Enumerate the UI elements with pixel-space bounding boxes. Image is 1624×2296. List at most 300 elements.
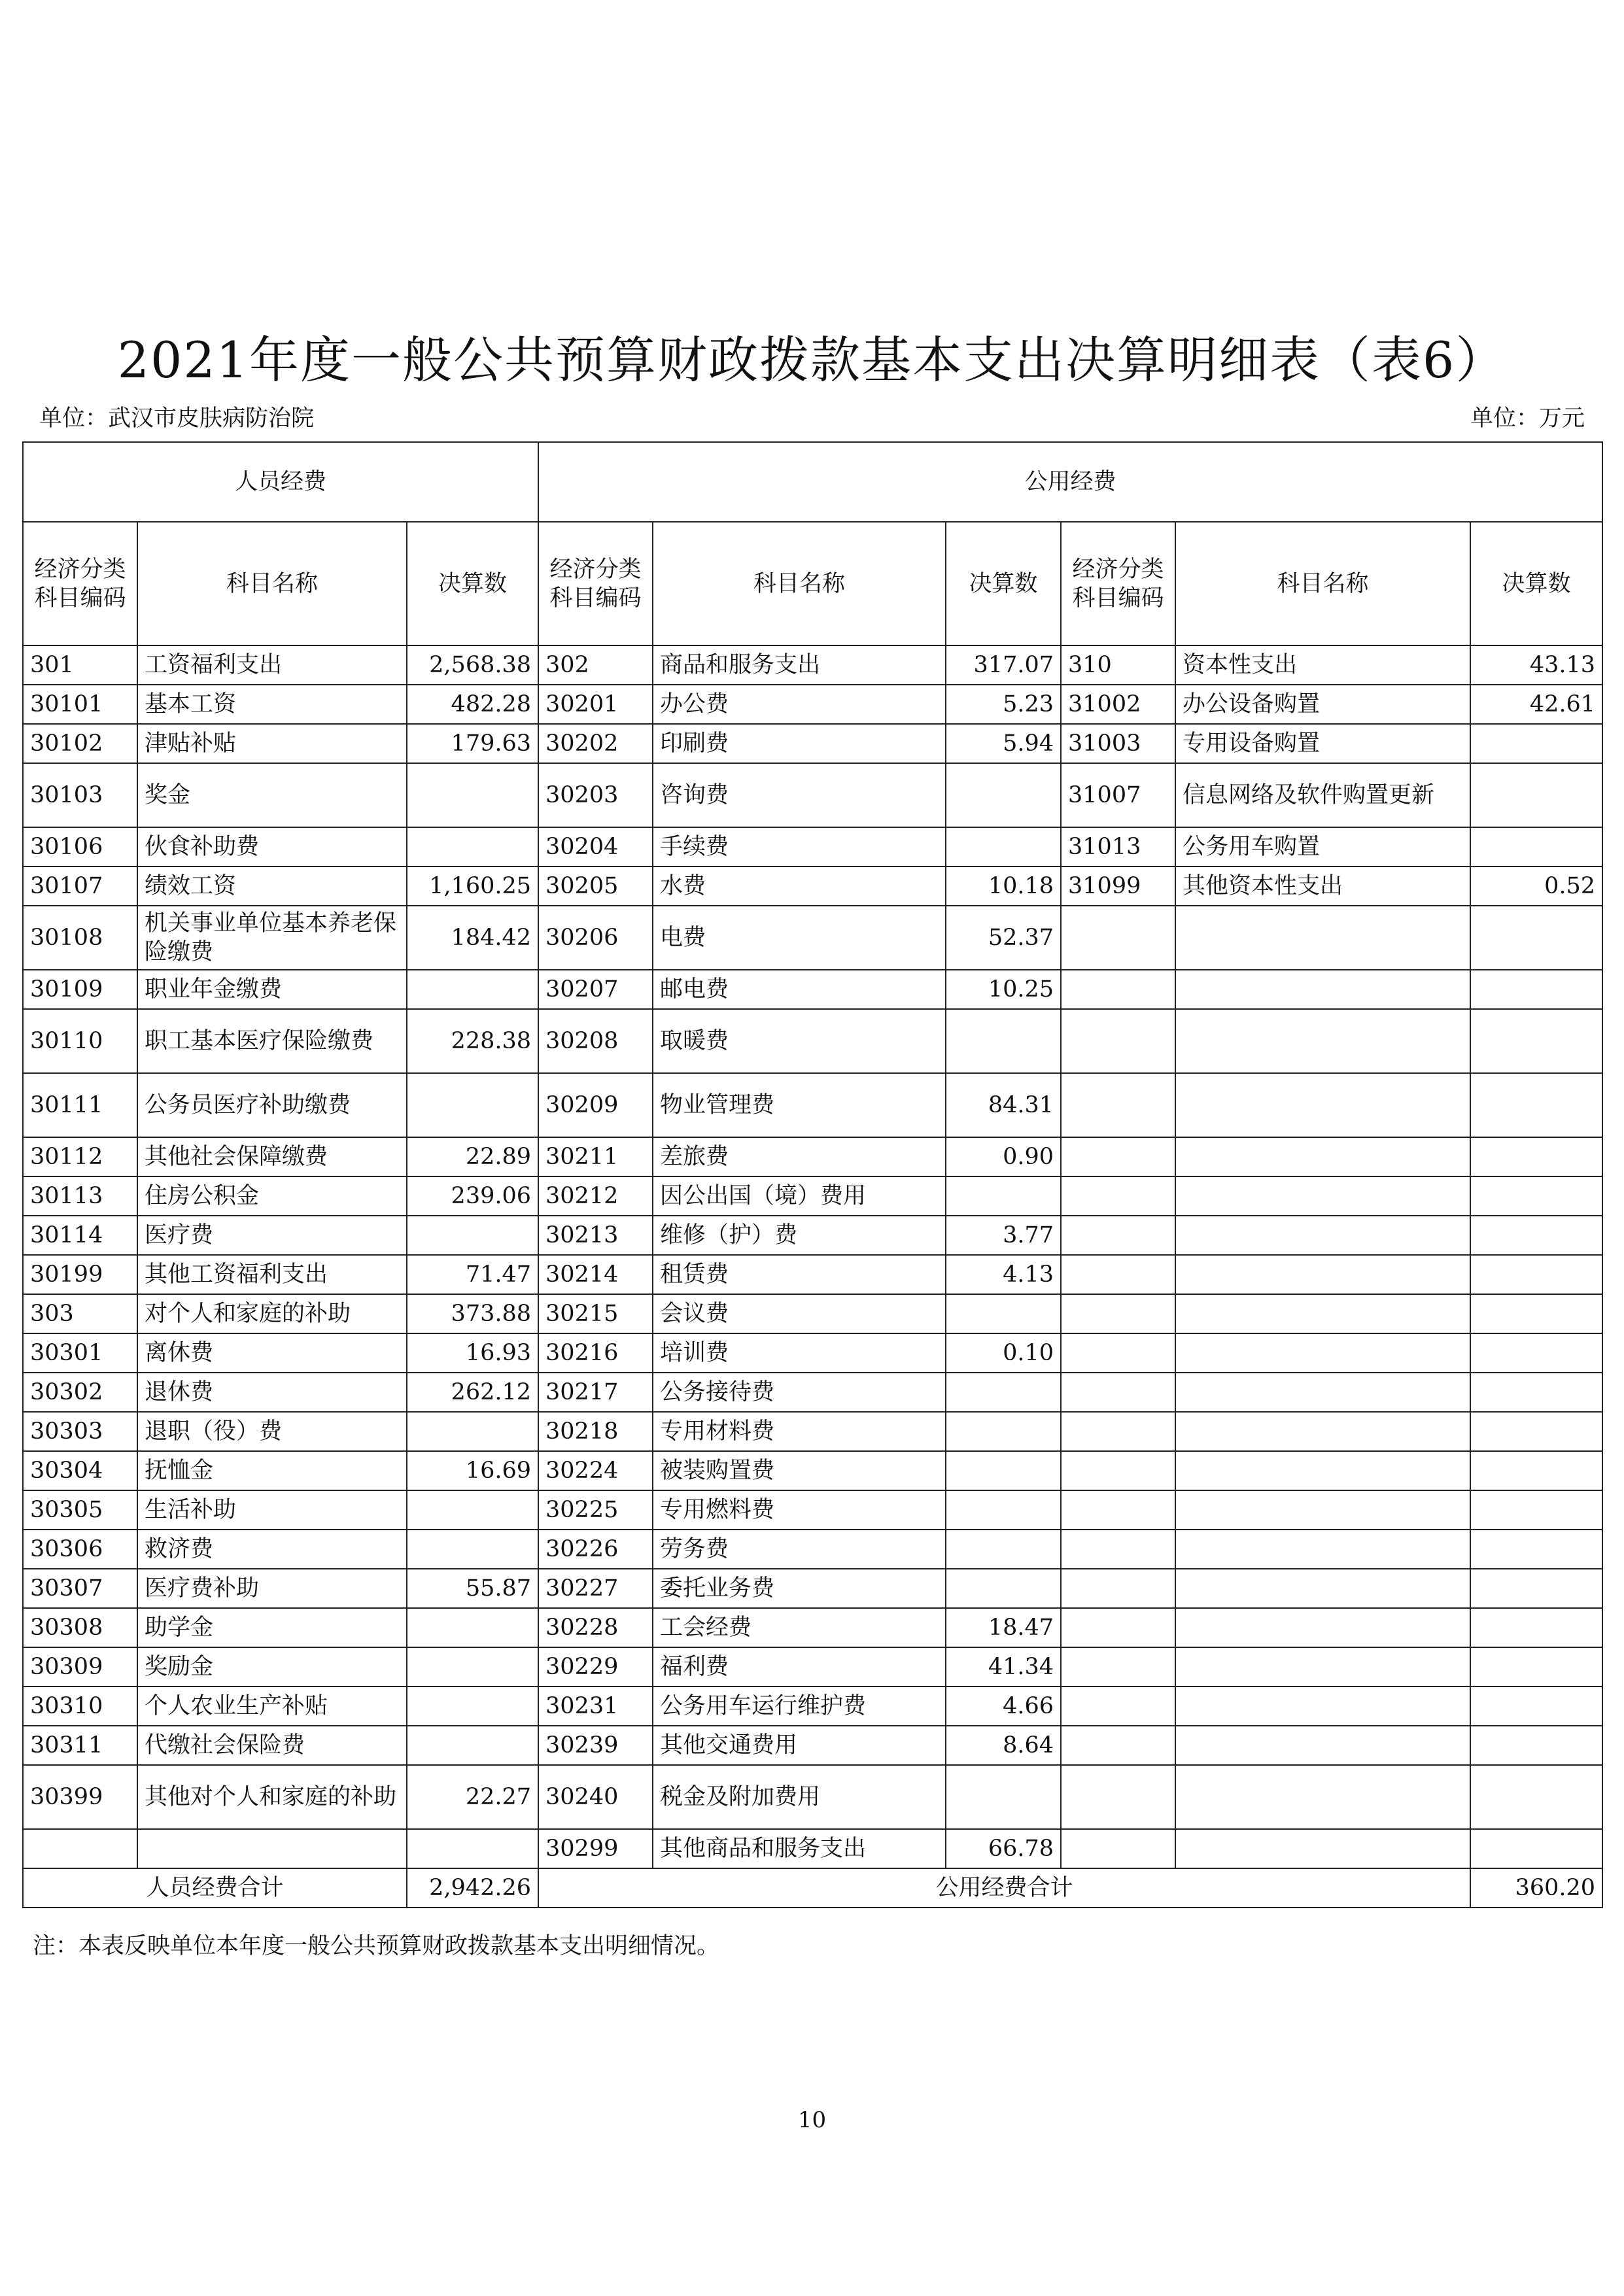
amount-cell (1470, 1333, 1602, 1373)
item-name-cell: 办公费 (653, 685, 946, 724)
amount-cell: 41.34 (946, 1647, 1061, 1687)
code-cell (1061, 1569, 1175, 1608)
code-cell: 30217 (538, 1373, 653, 1412)
item-name-cell (1175, 1608, 1470, 1647)
item-name-cell: 公务用车运行维护费 (653, 1687, 946, 1726)
code-cell: 301 (23, 645, 137, 685)
amount-cell (946, 1451, 1061, 1490)
code-cell: 30206 (538, 906, 653, 970)
item-name-cell: 对个人和家庭的补助 (137, 1294, 407, 1333)
amount-cell: 3.77 (946, 1216, 1061, 1255)
amount-cell: 22.89 (407, 1137, 538, 1176)
amount-cell (1470, 1608, 1602, 1647)
item-name-cell: 机关事业单位基本养老保险缴费 (137, 906, 407, 970)
amount-cell (946, 1412, 1061, 1451)
amount-header: 决算数 (1470, 522, 1602, 645)
code-cell: 30228 (538, 1608, 653, 1647)
amount-cell (946, 1765, 1061, 1829)
code-cell: 30224 (538, 1451, 653, 1490)
code-cell: 30239 (538, 1726, 653, 1765)
code-cell: 30108 (23, 906, 137, 970)
code-cell: 30229 (538, 1647, 653, 1687)
code-cell: 30102 (23, 724, 137, 763)
code-cell: 30106 (23, 827, 137, 866)
code-cell: 30212 (538, 1176, 653, 1216)
item-name-cell: 办公设备购置 (1175, 685, 1470, 724)
amount-cell (407, 970, 538, 1009)
item-name-cell: 工资福利支出 (137, 645, 407, 685)
unit-label: 单位：武汉市皮肤病防治院 (39, 405, 315, 432)
code-cell: 30204 (538, 827, 653, 866)
code-cell: 30205 (538, 866, 653, 906)
amount-cell (1470, 763, 1602, 827)
item-name-cell: 税金及附加费用 (653, 1765, 946, 1829)
amount-cell: 482.28 (407, 685, 538, 724)
amount-cell (1470, 1569, 1602, 1608)
item-name-cell: 离休费 (137, 1333, 407, 1373)
item-name-cell (1175, 1687, 1470, 1726)
item-name-cell: 电费 (653, 906, 946, 970)
item-name-cell: 公务员医疗补助缴费 (137, 1073, 407, 1137)
amount-cell: 1,160.25 (407, 866, 538, 906)
item-name-cell: 委托业务费 (653, 1569, 946, 1608)
code-cell: 30103 (23, 763, 137, 827)
table-row (23, 970, 1602, 1009)
item-name-cell: 个人农业生产补贴 (137, 1687, 407, 1726)
public-total-value: 360.20 (1470, 1868, 1602, 1908)
item-name-cell (1175, 1373, 1470, 1412)
amount-cell: 16.69 (407, 1451, 538, 1490)
code-cell: 30113 (23, 1176, 137, 1216)
table-row (23, 1073, 1602, 1137)
code-cell: 31007 (1061, 763, 1175, 827)
amount-cell (946, 1490, 1061, 1530)
table-row (23, 1009, 1602, 1073)
item-name-cell: 差旅费 (653, 1137, 946, 1176)
code-cell: 30306 (23, 1530, 137, 1569)
amount-cell (407, 827, 538, 866)
name-header: 科目名称 (137, 522, 407, 645)
amount-cell: 66.78 (946, 1829, 1061, 1868)
table-row (23, 724, 1602, 763)
code-cell: 30309 (23, 1647, 137, 1687)
item-name-cell: 公务用车购置 (1175, 827, 1470, 866)
code-cell: 30112 (23, 1137, 137, 1176)
item-name-cell (1175, 1412, 1470, 1451)
item-name-cell: 基本工资 (137, 685, 407, 724)
code-cell (1061, 1009, 1175, 1073)
amount-cell: 10.25 (946, 970, 1061, 1009)
code-cell (1061, 1765, 1175, 1829)
amount-cell (1470, 1373, 1602, 1412)
table-row (23, 1176, 1602, 1216)
amount-cell (1470, 1216, 1602, 1255)
amount-cell: 4.66 (946, 1687, 1061, 1726)
code-cell: 30225 (538, 1490, 653, 1530)
item-name-cell: 其他工资福利支出 (137, 1255, 407, 1294)
amount-cell (407, 1647, 538, 1687)
amount-cell: 71.47 (407, 1255, 538, 1294)
table-row (23, 1687, 1602, 1726)
code-cell (1061, 1176, 1175, 1216)
code-header: 经济分类科目编码 (23, 522, 137, 645)
amount-cell (1470, 1765, 1602, 1829)
code-cell (1061, 1216, 1175, 1255)
item-name-cell: 专用材料费 (653, 1412, 946, 1451)
item-name-cell: 物业管理费 (653, 1073, 946, 1137)
item-name-cell: 邮电费 (653, 970, 946, 1009)
amount-cell (407, 1608, 538, 1647)
code-cell: 30308 (23, 1608, 137, 1647)
item-name-cell: 资本性支出 (1175, 645, 1470, 685)
amount-cell: 184.42 (407, 906, 538, 970)
code-cell (1061, 1294, 1175, 1333)
amount-cell: 8.64 (946, 1726, 1061, 1765)
item-name-cell: 救济费 (137, 1530, 407, 1569)
amount-cell (946, 763, 1061, 827)
table-row (23, 1255, 1602, 1294)
amount-cell (1470, 724, 1602, 763)
code-cell: 30202 (538, 724, 653, 763)
code-cell: 31099 (1061, 866, 1175, 906)
amount-cell (946, 1373, 1061, 1412)
amount-cell: 179.63 (407, 724, 538, 763)
code-cell (1061, 1530, 1175, 1569)
code-cell: 30109 (23, 970, 137, 1009)
code-cell: 31002 (1061, 685, 1175, 724)
code-cell (1061, 1073, 1175, 1137)
code-header: 经济分类科目编码 (538, 522, 653, 645)
code-cell (1061, 1255, 1175, 1294)
table-row (23, 1490, 1602, 1530)
table-row (23, 827, 1602, 866)
code-cell (1061, 1412, 1175, 1451)
code-cell: 30107 (23, 866, 137, 906)
item-name-cell: 退休费 (137, 1373, 407, 1412)
item-name-cell (1175, 1530, 1470, 1569)
code-cell: 30209 (538, 1073, 653, 1137)
table-row (23, 1373, 1602, 1412)
item-name-cell: 住房公积金 (137, 1176, 407, 1216)
code-cell: 31003 (1061, 724, 1175, 763)
code-cell (1061, 1687, 1175, 1726)
table-row (23, 1451, 1602, 1490)
code-cell: 30299 (538, 1829, 653, 1868)
code-cell (1061, 1451, 1175, 1490)
code-cell (1061, 1137, 1175, 1176)
currency-unit-label: 单位：万元 (1470, 405, 1585, 432)
item-name-cell: 抚恤金 (137, 1451, 407, 1490)
code-cell: 303 (23, 1294, 137, 1333)
code-cell: 30310 (23, 1687, 137, 1726)
expenditure-table (22, 441, 1603, 1908)
amount-cell (407, 1490, 538, 1530)
item-name-cell: 其他交通费用 (653, 1726, 946, 1765)
item-name-cell (1175, 1829, 1470, 1868)
item-name-cell (1175, 1451, 1470, 1490)
amount-cell (946, 827, 1061, 866)
amount-cell: 84.31 (946, 1073, 1061, 1137)
item-name-cell (1175, 1073, 1470, 1137)
item-name-cell: 印刷费 (653, 724, 946, 763)
item-name-cell (1175, 1294, 1470, 1333)
table-row (23, 763, 1602, 827)
amount-cell (1470, 1451, 1602, 1490)
amount-cell (1470, 1490, 1602, 1530)
code-cell: 30211 (538, 1137, 653, 1176)
table-row (23, 685, 1602, 724)
amount-cell: 55.87 (407, 1569, 538, 1608)
amount-cell (1470, 1530, 1602, 1569)
code-cell: 30240 (538, 1765, 653, 1829)
item-name-cell: 被装购置费 (653, 1451, 946, 1490)
code-cell: 30201 (538, 685, 653, 724)
code-cell: 30213 (538, 1216, 653, 1255)
code-cell: 30303 (23, 1412, 137, 1451)
table-row (23, 1829, 1602, 1868)
amount-cell: 2,568.38 (407, 645, 538, 685)
amount-header: 决算数 (407, 522, 538, 645)
amount-cell: 10.18 (946, 866, 1061, 906)
amount-cell (407, 1216, 538, 1255)
amount-cell (946, 1569, 1061, 1608)
code-cell: 30227 (538, 1569, 653, 1608)
code-cell: 30226 (538, 1530, 653, 1569)
amount-cell: 22.27 (407, 1765, 538, 1829)
item-name-cell: 劳务费 (653, 1530, 946, 1569)
amount-cell: 5.94 (946, 724, 1061, 763)
item-name-cell: 医疗费补助 (137, 1569, 407, 1608)
item-name-cell: 专用燃料费 (653, 1490, 946, 1530)
item-name-cell: 医疗费 (137, 1216, 407, 1255)
item-name-cell (137, 1829, 407, 1868)
item-name-cell (1175, 1255, 1470, 1294)
amount-cell: 18.47 (946, 1608, 1061, 1647)
code-cell: 30301 (23, 1333, 137, 1373)
code-cell: 30399 (23, 1765, 137, 1829)
item-name-cell: 其他对个人和家庭的补助 (137, 1765, 407, 1829)
item-name-cell: 绩效工资 (137, 866, 407, 906)
item-name-cell: 代缴社会保险费 (137, 1726, 407, 1765)
item-name-cell: 津贴补贴 (137, 724, 407, 763)
item-name-cell: 职业年金缴费 (137, 970, 407, 1009)
item-name-cell: 奖金 (137, 763, 407, 827)
item-name-cell (1175, 1726, 1470, 1765)
public-total-label: 公用经费合计 (538, 1868, 1470, 1908)
code-cell: 30311 (23, 1726, 137, 1765)
item-name-cell: 信息网络及软件购置更新 (1175, 763, 1470, 827)
code-cell: 30101 (23, 685, 137, 724)
amount-cell: 4.13 (946, 1255, 1061, 1294)
item-name-cell (1175, 1216, 1470, 1255)
code-cell: 30218 (538, 1412, 653, 1451)
item-name-cell (1175, 1137, 1470, 1176)
amount-cell (1470, 1294, 1602, 1333)
code-cell: 30203 (538, 763, 653, 827)
item-name-cell: 会议费 (653, 1294, 946, 1333)
amount-cell (946, 1530, 1061, 1569)
amount-cell: 262.12 (407, 1373, 538, 1412)
code-cell (1061, 906, 1175, 970)
table-row (23, 906, 1602, 970)
code-cell: 30114 (23, 1216, 137, 1255)
item-name-cell: 专用设备购置 (1175, 724, 1470, 763)
code-cell: 30307 (23, 1569, 137, 1608)
item-name-cell (1175, 1333, 1470, 1373)
code-cell: 30216 (538, 1333, 653, 1373)
amount-cell: 317.07 (946, 645, 1061, 685)
amount-cell (1470, 1009, 1602, 1073)
item-name-cell: 退职（役）费 (137, 1412, 407, 1451)
item-name-cell: 咨询费 (653, 763, 946, 827)
code-cell: 31013 (1061, 827, 1175, 866)
amount-cell: 0.52 (1470, 866, 1602, 906)
amount-header: 决算数 (946, 522, 1061, 645)
table-row (23, 1569, 1602, 1608)
item-name-cell (1175, 906, 1470, 970)
amount-cell: 373.88 (407, 1294, 538, 1333)
amount-cell (1470, 1137, 1602, 1176)
item-name-cell: 公务接待费 (653, 1373, 946, 1412)
table-row (23, 1647, 1602, 1687)
amount-cell (1470, 1176, 1602, 1216)
page-number: 10 (797, 2107, 827, 2133)
personnel-total-value: 2,942.26 (407, 1868, 538, 1908)
code-cell (1061, 1647, 1175, 1687)
code-cell: 30231 (538, 1687, 653, 1726)
item-name-cell: 手续费 (653, 827, 946, 866)
code-cell (1061, 1373, 1175, 1412)
item-name-cell: 水费 (653, 866, 946, 906)
code-cell (1061, 1333, 1175, 1373)
amount-cell (407, 1073, 538, 1137)
table-row (23, 645, 1602, 685)
amount-cell (946, 1294, 1061, 1333)
amount-cell: 239.06 (407, 1176, 538, 1216)
code-cell: 310 (1061, 645, 1175, 685)
item-name-cell: 取暖费 (653, 1009, 946, 1073)
item-name-cell (1175, 1569, 1470, 1608)
table-row (23, 1765, 1602, 1829)
item-name-cell: 奖励金 (137, 1647, 407, 1687)
amount-cell (407, 1530, 538, 1569)
item-name-cell: 福利费 (653, 1647, 946, 1687)
item-name-cell: 其他社会保障缴费 (137, 1137, 407, 1176)
code-header: 经济分类科目编码 (1061, 522, 1175, 645)
code-cell (1061, 970, 1175, 1009)
table-row (23, 1608, 1602, 1647)
public-group-header: 公用经费 (538, 442, 1602, 522)
amount-cell: 0.90 (946, 1137, 1061, 1176)
amount-cell: 228.38 (407, 1009, 538, 1073)
item-name-cell: 伙食补助费 (137, 827, 407, 866)
code-cell (1061, 1829, 1175, 1868)
code-cell (23, 1829, 137, 1868)
amount-cell (407, 1829, 538, 1868)
table-row (23, 1412, 1602, 1451)
code-cell: 30302 (23, 1373, 137, 1412)
item-name-cell: 租赁费 (653, 1255, 946, 1294)
amount-cell (946, 1176, 1061, 1216)
amount-cell: 52.37 (946, 906, 1061, 970)
amount-cell (1470, 1829, 1602, 1868)
amount-cell (1470, 1687, 1602, 1726)
amount-cell: 16.93 (407, 1333, 538, 1373)
amount-cell (1470, 1726, 1602, 1765)
amount-cell (1470, 970, 1602, 1009)
amount-cell: 43.13 (1470, 645, 1602, 685)
item-name-cell (1175, 1009, 1470, 1073)
amount-cell (946, 1009, 1061, 1073)
code-cell: 30215 (538, 1294, 653, 1333)
amount-cell (1470, 827, 1602, 866)
code-cell (1061, 1490, 1175, 1530)
amount-cell (407, 1687, 538, 1726)
table-row (23, 866, 1602, 906)
table-note: 注：本表反映单位本年度一般公共预算财政拨款基本支出明细情况。 (33, 1933, 720, 1959)
item-name-cell: 其他资本性支出 (1175, 866, 1470, 906)
code-cell: 30110 (23, 1009, 137, 1073)
item-name-cell: 维修（护）费 (653, 1216, 946, 1255)
code-cell: 30208 (538, 1009, 653, 1073)
amount-cell: 0.10 (946, 1333, 1061, 1373)
code-cell (1061, 1608, 1175, 1647)
code-cell (1061, 1726, 1175, 1765)
table-row (23, 1216, 1602, 1255)
personnel-group-header: 人员经费 (23, 442, 538, 522)
amount-cell (1470, 1412, 1602, 1451)
code-cell: 30214 (538, 1255, 653, 1294)
item-name-cell: 生活补助 (137, 1490, 407, 1530)
amount-cell (1470, 1647, 1602, 1687)
item-name-cell (1175, 1176, 1470, 1216)
item-name-cell: 助学金 (137, 1608, 407, 1647)
amount-cell: 5.23 (946, 685, 1061, 724)
item-name-cell: 培训费 (653, 1333, 946, 1373)
table-row (23, 1333, 1602, 1373)
code-cell: 30111 (23, 1073, 137, 1137)
item-name-cell: 其他商品和服务支出 (653, 1829, 946, 1868)
personnel-total-label: 人员经费合计 (23, 1868, 407, 1908)
item-name-cell: 工会经费 (653, 1608, 946, 1647)
amount-cell (1470, 1073, 1602, 1137)
item-name-cell (1175, 1765, 1470, 1829)
name-header: 科目名称 (1175, 522, 1470, 645)
item-name-cell (1175, 1490, 1470, 1530)
amount-cell (407, 763, 538, 827)
item-name-cell: 因公出国（境）费用 (653, 1176, 946, 1216)
item-name-cell: 商品和服务支出 (653, 645, 946, 685)
amount-cell (407, 1726, 538, 1765)
code-cell: 30199 (23, 1255, 137, 1294)
amount-cell (1470, 906, 1602, 970)
page-title: 2021年度一般公共预算财政拨款基本支出决算明细表（表6） (117, 331, 1507, 389)
code-cell: 302 (538, 645, 653, 685)
amount-cell (407, 1412, 538, 1451)
table-row (23, 1294, 1602, 1333)
name-header: 科目名称 (653, 522, 946, 645)
item-name-cell (1175, 1647, 1470, 1687)
table-row (23, 1530, 1602, 1569)
code-cell: 30304 (23, 1451, 137, 1490)
item-name-cell: 职工基本医疗保险缴费 (137, 1009, 407, 1073)
table-row (23, 1726, 1602, 1765)
code-cell: 30305 (23, 1490, 137, 1530)
table-row (23, 1137, 1602, 1176)
amount-cell (1470, 1255, 1602, 1294)
item-name-cell (1175, 970, 1470, 1009)
code-cell: 30207 (538, 970, 653, 1009)
